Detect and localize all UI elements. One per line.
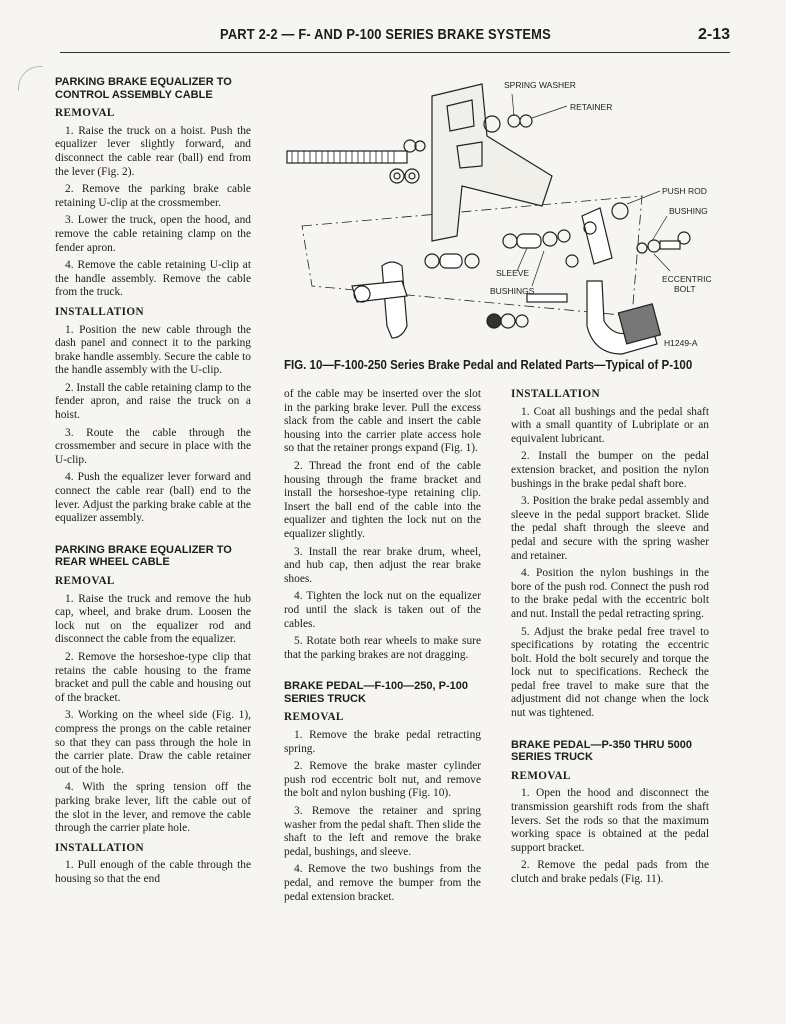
subheading-removal: REMOVAL bbox=[511, 769, 571, 782]
step: 5. Rotate both rear wheels to make sure that the parking brakes are not dragging. bbox=[284, 635, 481, 661]
column-2 bbox=[284, 388, 481, 908]
step: 1. Raise the truck and remove the hub cap, wheel, and brake drum. Loosen the lock nut on the equalizer rod and disconnect the cable from the equalizer. bbox=[55, 592, 251, 646]
step: 2. Install the cable retaining clamp to the fender apron, and raise the truck on a hoist. bbox=[55, 381, 251, 422]
subheading-removal: REMOVAL bbox=[55, 107, 115, 120]
figure-caption: FIG. 10—F-100-250 Series Brake Pedal and Related Parts—Typical of P-100 bbox=[284, 358, 693, 372]
step: 3. Install the rear brake drum, wheel, and hub cap, then adjust the rear brake shoes. bbox=[284, 545, 481, 585]
step: 3. Remove the retainer and spring washer from the pedal shaft. Then slide the shaft to the left and remove the brake pedal, bushings, and sleeve. bbox=[284, 805, 481, 858]
section-heading: PARKING BRAKE EQUALIZER TO CONTROL ASSEMBLY CABLE bbox=[55, 76, 232, 101]
paragraph-continuation: of the cable may be inserted over the slot in the parking brake lever. Pull the excess slack from the cable and insert the cable housing into the carrier plate access hole so that the retainer prongs expand (Fig. 1). bbox=[284, 388, 481, 455]
step: 3. Lower the truck, open the hood, and remove the cable retaining clamp on the fender apron. bbox=[55, 214, 251, 254]
subheading-installation: INSTALLATION bbox=[55, 841, 144, 854]
page-header bbox=[60, 18, 730, 50]
step: 1. Remove the brake pedal retracting spring. bbox=[284, 729, 481, 755]
section-heading: BRAKE PEDAL—P-350 THRU 5000 SERIES TRUCK bbox=[511, 738, 692, 764]
page-number: 2-13 bbox=[697, 26, 730, 43]
column-1 bbox=[55, 76, 251, 890]
step: 2. Remove the brake master cylinder push rod eccentric bolt nut, and remove the bolt and nylon bushing (Fig. 10). bbox=[284, 760, 481, 800]
step: 1. Open the hood and disconnect the transmission gearshift rods from the shaft levers. Set the rods so that the maximum working space is obtained at the pedal support bracket. bbox=[511, 787, 709, 854]
subheading-removal: REMOVAL bbox=[55, 575, 115, 587]
figure-brake-pedal-parts bbox=[282, 76, 712, 356]
header-rule bbox=[60, 52, 730, 53]
step: 2. Remove the pedal pads from the clutch and brake pedals (Fig. 11). bbox=[511, 859, 709, 885]
subheading-removal: REMOVAL bbox=[284, 711, 344, 724]
label-push-rod: PUSH ROD bbox=[662, 186, 707, 196]
label-sleeve: SLEEVE bbox=[496, 268, 530, 278]
label-bushing: BUSHING bbox=[669, 206, 708, 216]
step: 1. Pull enough of the cable through the housing so that the end bbox=[55, 859, 251, 885]
section-heading: BRAKE PEDAL—F-100—250, P-100 SERIES TRUCK bbox=[284, 680, 469, 705]
page-corner-mark bbox=[18, 66, 43, 91]
column-3 bbox=[511, 388, 709, 891]
step: 2. Thread the front end of the cable housing through the frame bracket and install the horseshoe-type retaining clip. Insert the ball end of the cable into the equalizer and tighten the lock nut on the equalizer slightly. bbox=[284, 459, 481, 540]
step: 4. Push the equalizer lever forward and connect the cable rear (ball) end to the lever. Adjust the parking brake cable at the equalizer assembly. bbox=[55, 471, 251, 525]
exploded-view-diagram bbox=[282, 76, 712, 356]
step: 4. Remove the two bushings from the pedal, and remove the bumper from the pedal extension bracket. bbox=[284, 863, 481, 903]
step: 3. Position the brake pedal assembly and sleeve in the pedal support bracket. Slide the pedal shaft through the sleeve and pedal and secure with the spring washer and retainer. bbox=[511, 495, 709, 562]
step: 4. Tighten the lock nut on the equalizer rod until the slack is taken out of the cables. bbox=[284, 590, 481, 630]
label-bushings: BUSHINGS bbox=[490, 286, 535, 296]
step: 2. Remove the parking brake cable retaining U-clip at the crossmember. bbox=[55, 183, 251, 209]
label-retainer: RETAINER bbox=[570, 102, 613, 112]
step: 4. With the spring tension off the parking brake lever, lift the cable out of the slot in the lever, and remove the cable through the carrier plate hole. bbox=[55, 781, 251, 835]
subheading-installation: INSTALLATION bbox=[55, 305, 144, 318]
step: 1. Raise the truck on a hoist. Push the equalizer lever slightly forward, and disconnect the cable rear (ball) end from the lever (Fig. 2). bbox=[55, 124, 251, 178]
figure-id: H1249-A bbox=[664, 338, 698, 348]
label-eccentric: ECCENTRIC bbox=[662, 274, 712, 284]
step: 1. Coat all bushings and the pedal shaft with a small quantity of Lubriplate or an equivalent lubricant. bbox=[511, 405, 709, 445]
section-heading: PARKING BRAKE EQUALIZER TO REAR WHEEL CABLE bbox=[55, 543, 232, 569]
step: 3. Working on the wheel side (Fig. 1), compress the prongs on the cable retainer so that they can pass through the hole in the carrier plate. Draw the cable retainer out of the hole. bbox=[55, 709, 251, 776]
step: 3. Route the cable through the crossmember and secure in place with the U-clip. bbox=[55, 426, 251, 466]
label-bolt: BOLT bbox=[674, 284, 696, 294]
page-header-title: PART 2-2 — F- AND P-100 SERIES BRAKE SYSTEMS bbox=[220, 26, 551, 43]
step: 2. Install the bumper on the pedal extension bracket, and position the nylon bushings in the brake pedal shaft bore. bbox=[511, 450, 709, 490]
step: 4. Position the nylon bushings in the bore of the push rod. Connect the push rod to the brake pedal with the eccentric bolt and nut. Install the pedal retracting spring. bbox=[511, 567, 709, 620]
step: 2. Remove the horseshoe-type clip that retains the cable housing to the frame bracket and pull the cable and housing out of the bracket. bbox=[55, 650, 251, 704]
label-spring-washer: SPRING WASHER bbox=[504, 80, 576, 90]
subheading-installation: INSTALLATION bbox=[511, 388, 600, 400]
step: 5. Adjust the brake pedal free travel to specifications by rotating the eccentric bolt. Hold the bolt securely and torque the lock nut to specifications. Recheck the pedal free travel to make sure that the adjustment did not change when the lock nut was tightened. bbox=[511, 625, 709, 720]
step: 4. Remove the cable retaining U-clip at the handle assembly. Remove the cable from the truck. bbox=[55, 259, 251, 299]
step: 1. Position the new cable through the dash panel and connect it to the parking brake handle assembly. Secure the cable to the handle assembly with the U-clip. bbox=[55, 323, 251, 377]
